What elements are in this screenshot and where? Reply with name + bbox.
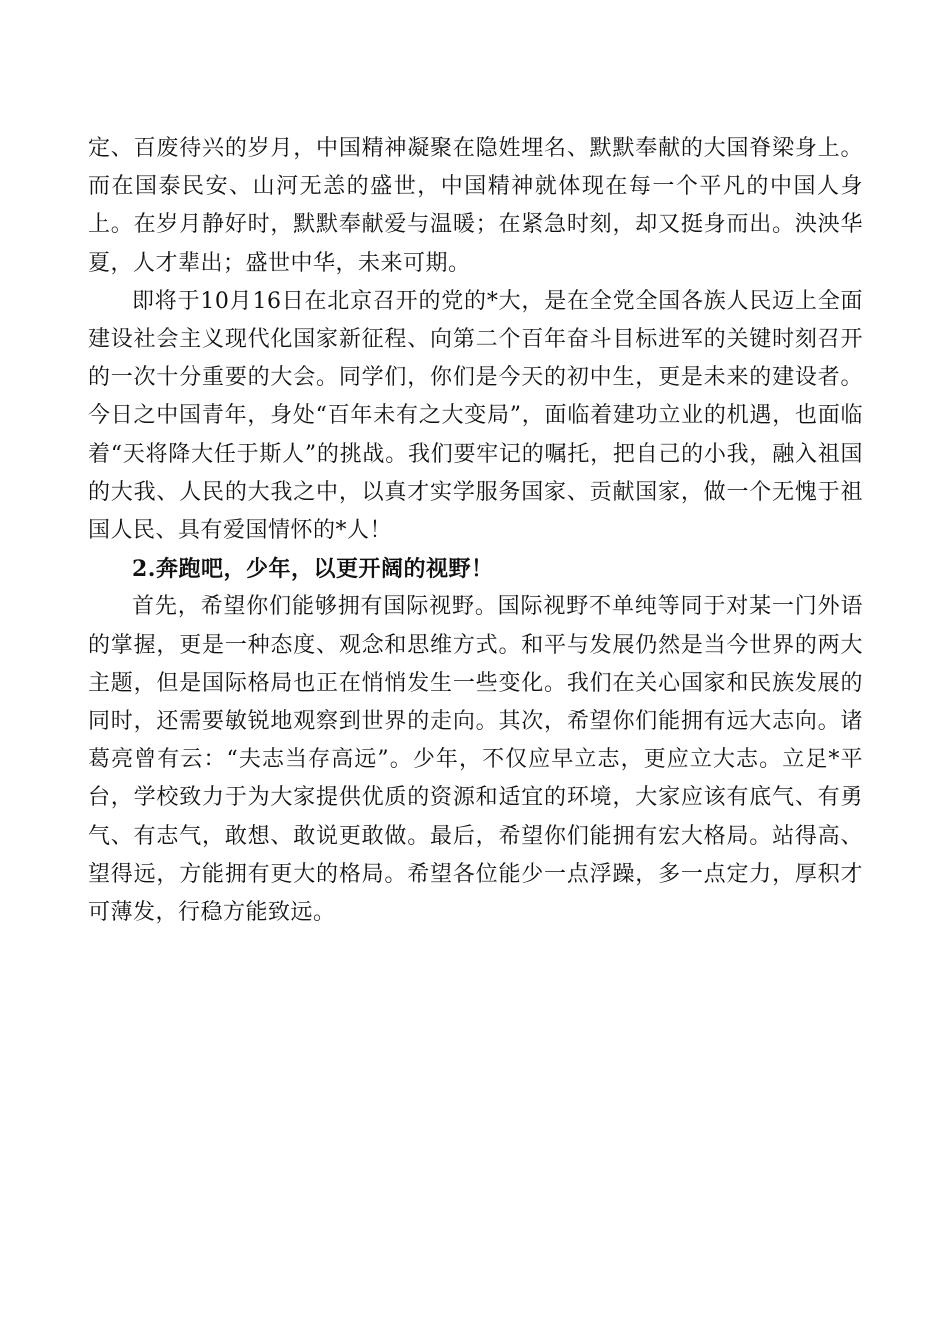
paragraph-vision: 首先，希望你们能够拥有国际视野。国际视野不单纯等同于对某一门外语的掌握，更是一种态度、观念和思维方式。和平与发展仍然是当今世界的两大主题，但是国际格局也正在悄悄发生一些变化。我们在关心国家和民族发展的同时，还需要敏锐地观察到世界的走向。其次，希望你们能拥有远大志向。诸葛亮曾有云：“夫志当存高远”。少年，不仅应早立志，更应立大志。立足*平台，学校致力于为大家提供优质的资源和适宜的环境，大家应该有底气、有勇气、有志气，敢想、敢说更敢做。最后，希望你们能拥有宏大格局。站得高、望得远，方能拥有更大的格局。希望各位能少一点浮躁，多一点定力，厚积才可薄发，行稳方能致远。 [88, 594, 863, 926]
section-heading: 2.奔跑吧，少年，以更开阔的视野！ [132, 556, 494, 583]
paragraph-continuation: 定、百废待兴的岁月，中国精神凝聚在隐姓埋名、默默奉献的大国脊梁身上。而在国泰民安、山河无恙的盛世，中国精神就体现在每一个平凡的中国人身上。在岁月静好时，默默奉献爱与温暖；在紧急时刻，却又挺身而出。泱泱华夏，人才辈出；盛世中华，未来可期。 [88, 136, 863, 276]
document-page [88, 130, 863, 932]
paragraph-party-congress: 即将于10月16日在北京召开的党的*大，是在全党全国各族人民迈上全面建设社会主义现代化国家新征程、向第二个百年奋斗目标进军的关键时刻召开的一次十分重要的大会。同学们，你们是今天的初中生，更是未来的建设者。今日之中国青年，身处“百年未有之大变局”，面临着建功立业的机遇，也面临着“天将降大任于斯人”的挑战。我们要牢记的嘱托，把自己的小我，融入祖国的大我、人民的大我之中，以真才实学服务国家、贡献国家，做一个无愧于祖国人民、具有爱国情怀的*人！ [88, 288, 863, 544]
